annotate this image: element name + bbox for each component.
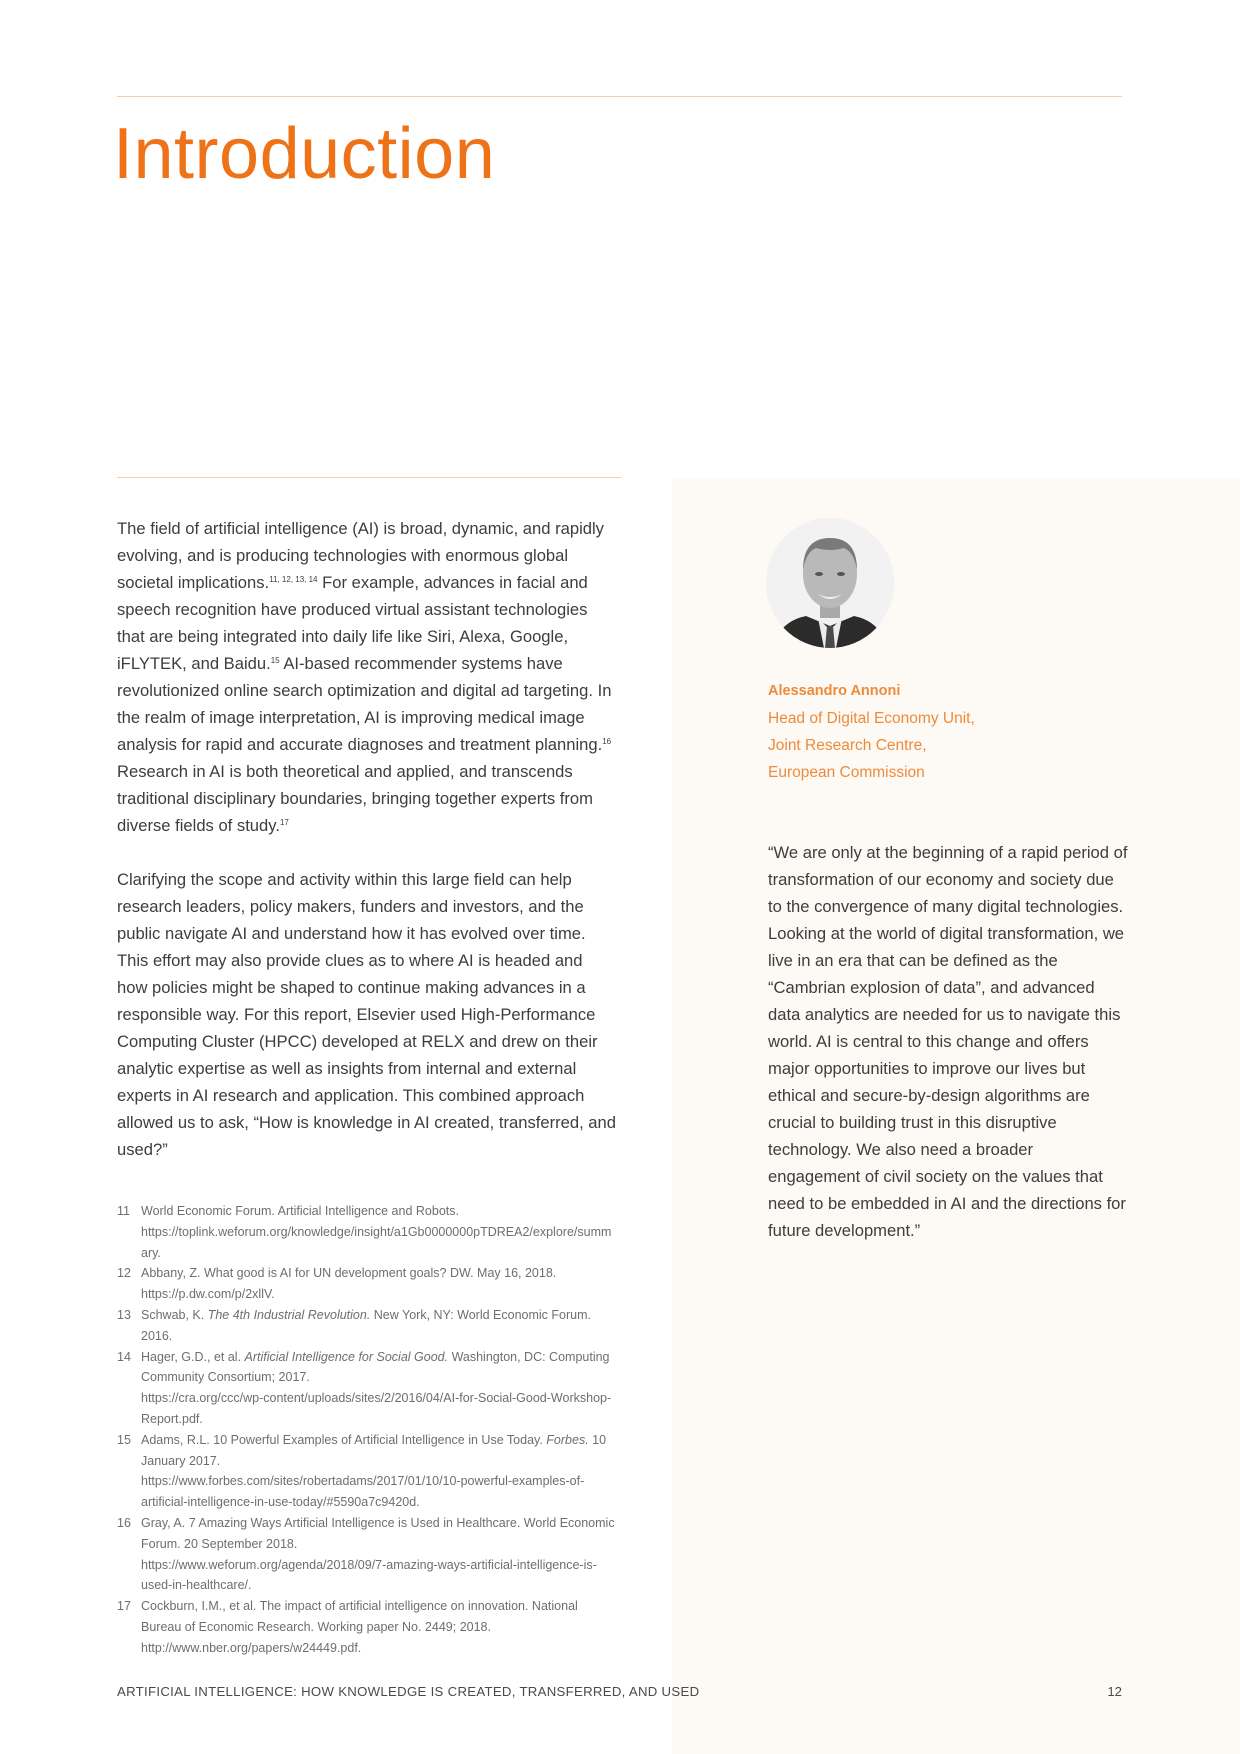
author-name: Alessandro Annoni [768, 683, 901, 699]
footnote-16: 16 Gray, A. 7 Amazing Ways Artificial Intelligence is Used in Healthcare. World Economic Forum. 20 September 2018. https://www.weforum.org/agenda/2018/09/7-amazing-ways-artificial-intelligence-is-used-in-healthcare/. [117, 1513, 617, 1596]
author-role: Head of Digital Economy Unit, Joint Research Centre, European Commission [768, 710, 975, 781]
portrait-illustration [766, 518, 894, 648]
footnote-link[interactable]: https://www.weforum.org/agenda/2018/09/7-amazing-ways-artificial-intelligence-is-used-in-healthcare/. [141, 1557, 597, 1593]
footnote-ref: 16 [602, 737, 612, 746]
author-info [768, 678, 1108, 786]
page-number: 12 [1107, 1684, 1122, 1699]
footnote-ref: 15 [270, 656, 280, 665]
footnote-link[interactable]: https://www.forbes.com/sites/robertadams/2017/01/10/10-powerful-examples-of-artificial-intelligence-in-use-today/#5590a7c9420d. [141, 1474, 585, 1510]
footnote-11: 11 World Economic Forum. Artificial Intelligence and Robots. https://toplink.weforum.org/knowledge/insight/a1Gb0000000pTDREA2/explore/summary. [117, 1204, 612, 1260]
footnote-ref: 11, 12, 13, 14 [269, 575, 318, 584]
author-quote: “We are only at the beginning of a rapid period of transformation of our economy and society due to the convergence of many digital technologies. Looking at the world of digital transformation, we live in an era that can be defined as the “Cambrian explosion of data”, and advanced data analytics are needed for us to navigate this world. AI is central to this change and offers major opportunities to improve our lives but ethical and secure-by-design algorithms are crucial to building trust in this disruptive technology. We also need a broader engagement of civil society on the values that need to be embedded in AI and the directions for future development.” [768, 843, 1128, 1240]
footer-title: ARTIFICIAL INTELLIGENCE: HOW KNOWLEDGE IS CREATED, TRANSFERRED, AND USED [117, 1684, 700, 1699]
footnote-link[interactable]: http://www.nber.org/papers/w24449.pdf. [141, 1640, 362, 1655]
footnotes [117, 1201, 617, 1659]
intro-paragraph-2: Clarifying the scope and activity within this large field can help research leaders, policy makers, funders and investors, and the public navigate AI and understand how it has evolved over time. This effort may also provide clues as to where AI is headed and how policies might be shaped to continue making advances in a responsible way. For this report, Elsevier used High-Performance Computing Cluster (HPCC) developed at RELX and drew on their analytic expertise as well as insights from internal and external experts in AI research and application. This combined approach allowed us to ask, “How is knowledge in AI created, transferred, and used?” [117, 870, 616, 1159]
footnote-14: 14 Hager, G.D., et al. Artificial Intelligence for Social Good. Washington, DC: Computing Community Consortium; 2017. https://cra.org/ccc/wp-content/uploads/sites/2/2016/04/AI-for-Social-Good-Workshop-Report.pdf. [117, 1347, 617, 1430]
footnote-17: 17 Cockburn, I.M., et al. The impact of artificial intelligence on innovation. National Bureau of Economic Research. Working paper No. 2449; 2018. http://www.nber.org/papers/w24449.pdf. [117, 1596, 617, 1658]
top-divider [117, 96, 1122, 97]
footnote-ref: 17 [279, 818, 289, 827]
footnote-15: 15 Adams, R.L. 10 Powerful Examples of Artificial Intelligence in Use Today. Forbes. 10 January 2017. https://www.forbes.com/sites/robertadams/2017/01/10/10-powerful-examples-of-artificial-intelligence-in-use-today/#5590a7c9420d. [117, 1430, 617, 1513]
intro-paragraph-1: The field of artificial intelligence (AI) is broad, dynamic, and rapidly evolving, and is producing technologies with enormous global societal implications.$^{11, 12, 13, 14}$ For example, advances in facial and speech recognition have produced virtual assistant technologies that are being integrated into daily life like Siri, Alexa, Google, iFLYTEK, and Baidu.$^{15}$ AI-based recommender systems have revolutionized online search optimization and digital ad targeting. In the realm of image interpretation, AI is improving medical image analysis for rapid and accurate diagnoses and treatment planning.$^{16}$ Research in AI is both theoretical and applied, and transcends traditional disciplinary boundaries, bringing together experts from diverse fields of study.$^{17}$ [117, 519, 612, 835]
body-text [117, 515, 617, 1190]
author-portrait [766, 518, 894, 648]
footnote-12: 12 Abbany, Z. What good is AI for UN development goals? DW. May 16, 2018. https://p.dw.com/p/2xllV. [117, 1266, 557, 1302]
section-divider [117, 477, 621, 478]
page-title: Introduction [113, 114, 496, 194]
footnote-link[interactable]: https://cra.org/ccc/wp-content/uploads/sites/2/2016/04/AI-for-Social-Good-Workshop-Report.pdf. [141, 1391, 612, 1426]
footnote-13: 13 Schwab, K. The 4th Industrial Revolution. New York, NY: World Economic Forum. 2016. [117, 1307, 591, 1343]
